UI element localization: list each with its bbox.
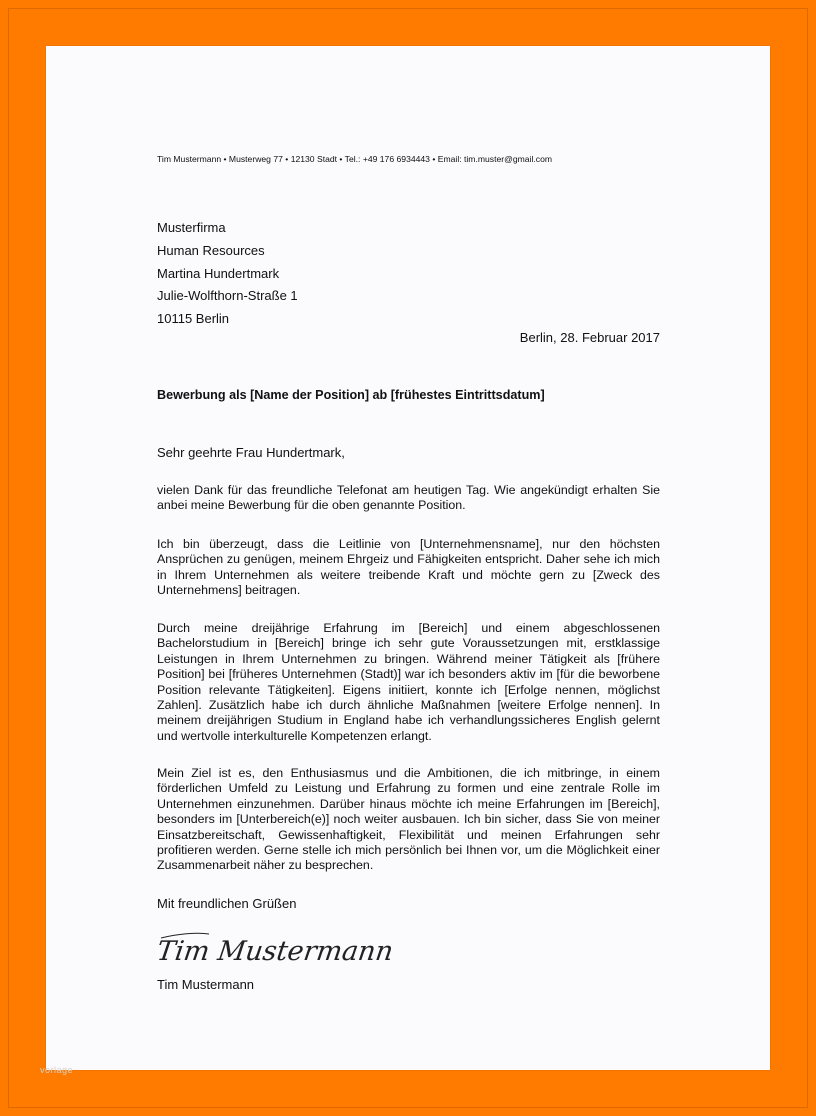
watermark-text: vorlage [40,1065,74,1075]
paragraph-3: Durch meine dreijährige Erfahrung im [Bereich] und einem abgeschlossenen Bachelorstudium in [Bereich] bringe ich sehr gute Voraussetzungen mit, erstklassige Leistungen in Ihrem Unternehmen zu bringen. Während meiner Tätigkeit als [frühere Position] bei [früheres Unternehmen (Stadt)] war ich besonders aktiv im [für die beworbene Position relevante Tätigkeiten]. Eigens initiiert, konnte ich [Erfolge nennen, möglichst Zahlen]. Zusätzlich habe ich durch ähnliche Maßnahmen [weitere Erfolge nennen]. In meinem dreijährigen Studium in England habe ich verhandlungssicheres English gelernt und wertvolle interkulturelle Kompetenzen erlangt. [157,621,660,743]
recipient-contact: Martina Hundertmark [157,265,280,281]
paragraph-4: Mein Ziel ist es, den Enthusiasmus und die Ambitionen, die ich mitbringe, in einem förderlichen Umfeld zu Leistung und Erfahrung zu formen und eine zentrale Rolle im Unternehmen einzunehmen. Darüber hinaus möchte ich meine Erfahrungen im [Bereich], besonders im [Unterbereich(e)] noch weiter ausbauen. Ich bin sicher, dass Sie von meiner Einsatzbereitschaft, Gewissenhaftigkeit, Flexibilität und meinen Erfahrungen sehr profitieren werden. Gerne stelle ich mich persönlich bei Ihnen vor, um die Möglichkeit einer Zusammenarbeit näher zu besprechen. [157,766,660,873]
paragraph-2: Ich bin überzeugt, dass die Leitlinie von [Unternehmensname], nur den höchsten Ansprüchen zu genügen, meinem Ehrgeiz und Fähigkeiten entspricht. Daher sehe ich mich in Ihrem Unternehmen als weitere treibende Kraft und möchte gern zu [Zweck des Unternehmens] beitragen. [157,537,660,598]
recipient-address [157,217,298,331]
recipient-city: 10115 Berlin [157,311,230,327]
recipient-department: Human Resources [157,242,265,258]
letter-date: Berlin, 28. Februar 2017 [519,330,660,345]
letter-page [46,46,770,1070]
sender-line: Tim Mustermann • Musterweg 77 • 12130 Stadt • Tel.: +49 176 6934443 • Email: tim.muster@gmail.com [157,154,553,164]
closing: Mit freundlichen Grüßen [157,896,297,911]
salutation: Sehr geehrte Frau Hundertmark, [157,445,345,460]
letter-subject: Bewerbung als [Name der Position] ab [frühestes Eintrittsdatum] [157,388,545,402]
recipient-street: Julie-Wolfthorn-Straße 1 [157,288,298,304]
paragraph-1: vielen Dank für das freundliche Telefonat am heutigen Tag. Wie angekündigt erhalten Sie anbei meine Bewerbung für die oben genannte Position. [157,483,660,513]
recipient-company: Musterfirma [157,220,226,235]
signer-name: Tim Mustermann [157,977,255,992]
signature-image [154,924,396,974]
signature-text: Tim Mustermann [154,936,396,967]
